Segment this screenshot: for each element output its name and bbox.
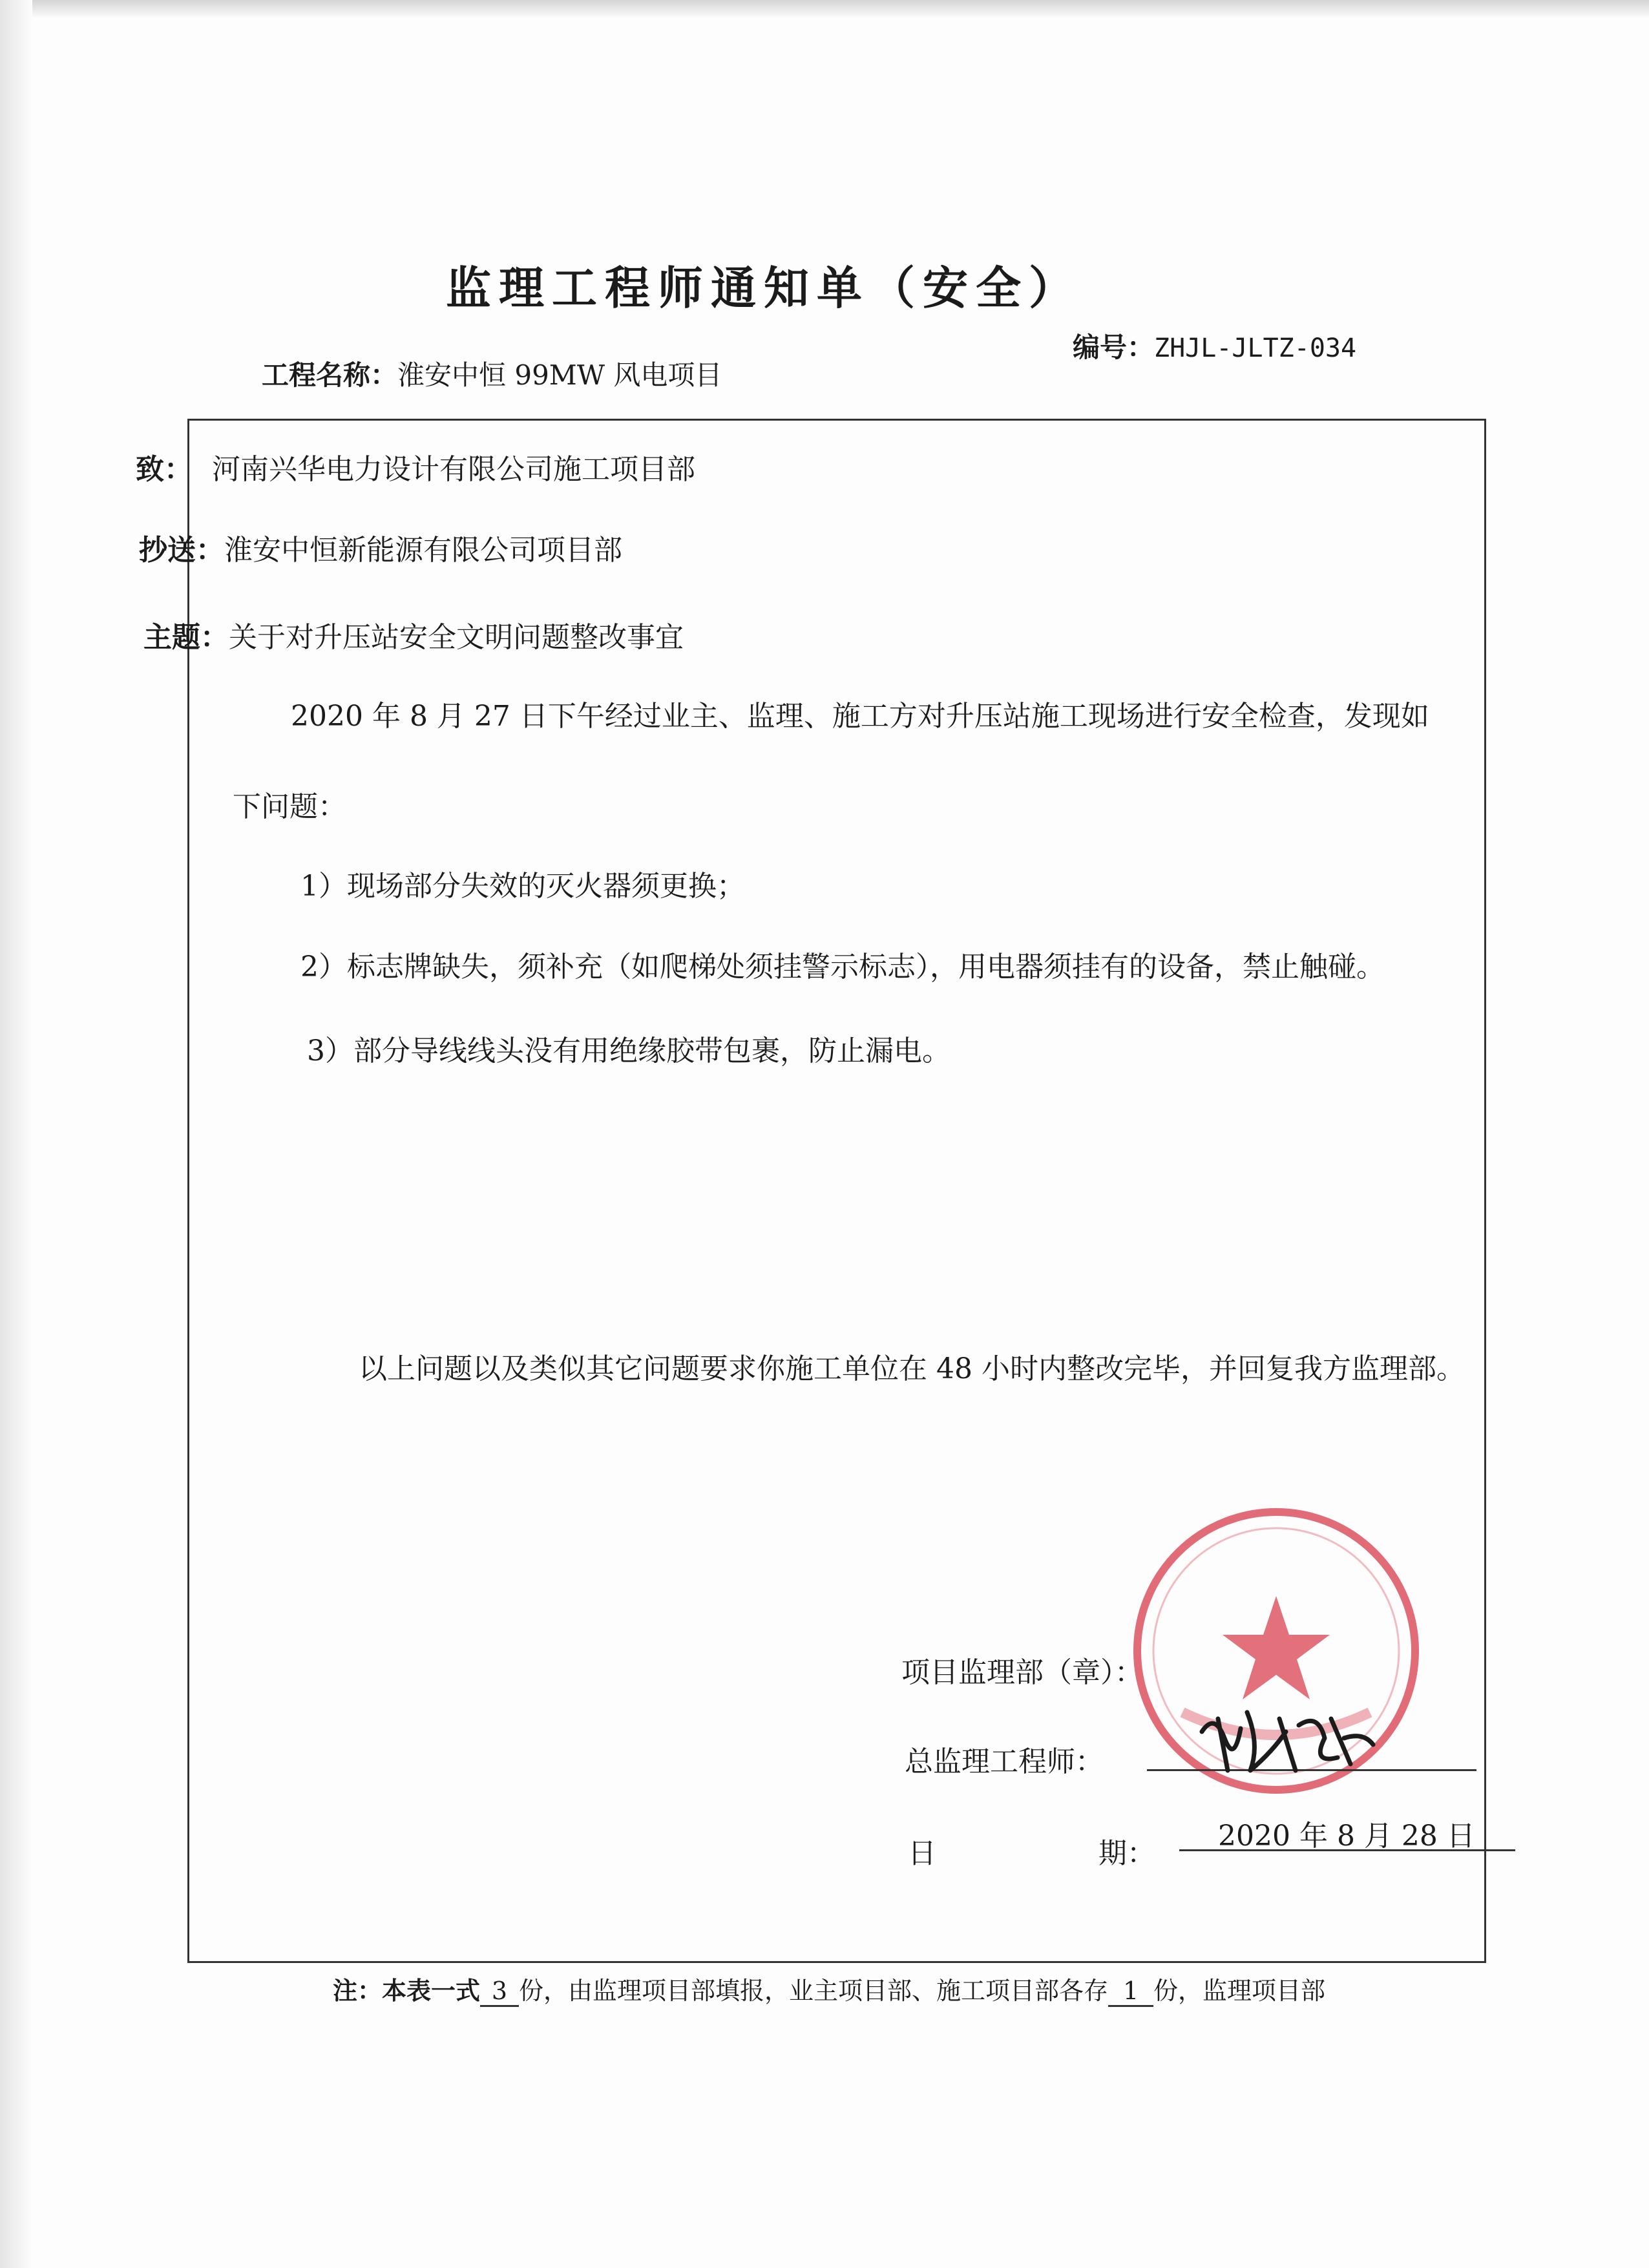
subject-row (143, 614, 684, 655)
note-prefix: 注：本表一式 (333, 1976, 481, 2005)
scan-edge (0, 0, 32, 2268)
project-value: 淮安中恒 99MW 风电项目 (397, 359, 722, 391)
issue-item: 2）标志牌缺失，须补充（如爬梯处须挂警示标志），用电器须挂有的设备，禁止触碰。 (300, 950, 1385, 983)
dept-seal-label: 项目监理部（章）： (901, 1656, 1143, 1689)
document-number (1073, 326, 1356, 365)
intro-line-2: 下问题： (233, 790, 346, 823)
issue-item: 3）部分导线线头没有用绝缘胶带包裹，防止漏电。 (307, 1034, 951, 1067)
intro-line-1: 2020 年 8 月 27 日下午经过业主、监理、施工方对升压站施工现场进行安全检查，发现如 (291, 700, 1429, 733)
to-value: 河南兴华电力设计有限公司施工项目部 (212, 453, 695, 486)
date-label-left: 日 (908, 1837, 936, 1870)
document-title: 监理工程师通知单（安全） (446, 261, 1082, 315)
footnote (333, 1971, 1325, 2007)
date-label-right: 期： (1098, 1837, 1155, 1870)
subject-label: 主题： (143, 621, 229, 654)
note-copies: 3 (480, 1977, 519, 2007)
handwritten-signature (1189, 1693, 1383, 1790)
to-label: 致： (136, 453, 193, 486)
number-label: 编号： (1073, 331, 1155, 363)
project-name (262, 354, 722, 393)
cc-value: 淮安中恒新能源有限公司项目部 (224, 534, 622, 567)
chief-engineer-label: 总监理工程师： (905, 1745, 1104, 1778)
date-line (1179, 1849, 1515, 1851)
date-value: 2020 年 8 月 28 日 (1218, 1820, 1475, 1853)
note-suffix: 份，监理项目部 (1153, 1977, 1326, 2005)
issue-item: 1）现场部分失效的灭火器须更换； (300, 870, 745, 903)
recipient-row (136, 446, 695, 487)
subject-value: 关于对升压站安全文明问题整改事宜 (229, 621, 684, 654)
note-each: 1 (1108, 1977, 1153, 2007)
note-middle: 份，由监理项目部填报，业主项目部、施工项目部各存 (519, 1977, 1109, 2005)
cc-label: 抄送： (139, 534, 224, 567)
scan-edge (0, 0, 1649, 18)
cc-row (139, 527, 622, 568)
project-label: 工程名称： (262, 359, 398, 391)
number-value: ZHJL-JLTZ-034 (1154, 333, 1357, 363)
conclusion-text: 以上问题以及类似其它问题要求你施工单位在 48 小时内整改完毕，并回复我方监理部。 (359, 1352, 1465, 1385)
